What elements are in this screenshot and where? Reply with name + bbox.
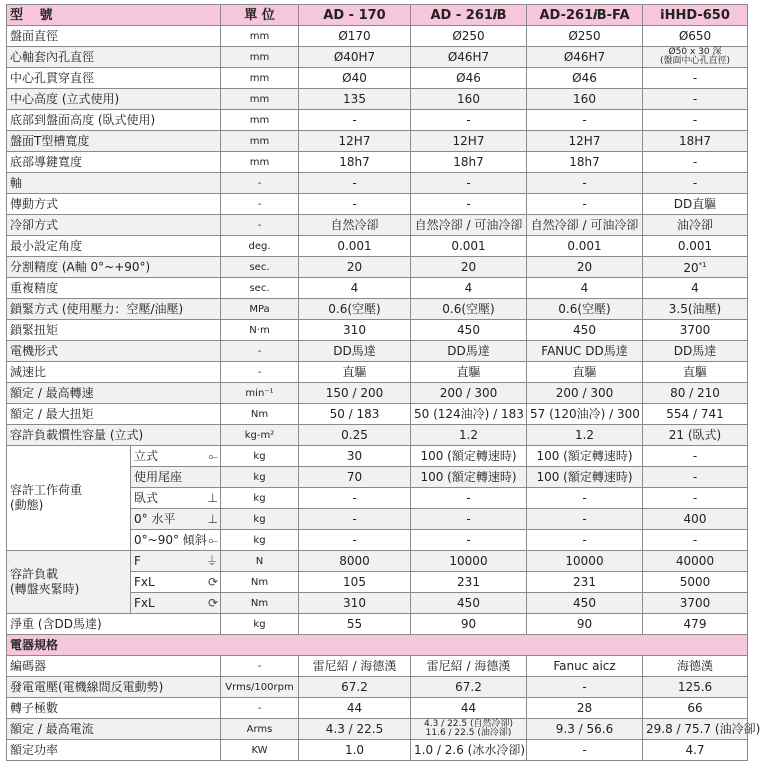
value-cell: 231 — [527, 572, 643, 593]
value-cell: 18h7 — [411, 152, 527, 173]
value-cell: 4 — [299, 278, 411, 299]
spec-name: 電機形式 — [7, 341, 221, 362]
spec-unit: mm — [221, 26, 299, 47]
spec-name: 轉子極數 — [7, 698, 221, 719]
value-cell: 200 / 300 — [527, 383, 643, 404]
spec-row — [7, 215, 748, 236]
value-cell: Ø46 — [411, 68, 527, 89]
value-cell: 4.3 / 22.5 — [299, 719, 411, 740]
load-direction-icon: ⟜ — [208, 532, 218, 547]
spec-row — [7, 236, 748, 257]
value-cell: 200 / 300 — [411, 383, 527, 404]
value-cell: Ø650 — [643, 26, 748, 47]
value-cell: 9.3 / 56.6 — [527, 719, 643, 740]
spec-row — [7, 68, 748, 89]
spec-unit: - — [221, 194, 299, 215]
spec-name: 軸 — [7, 173, 221, 194]
load-direction-icon: ⟳ — [207, 574, 218, 589]
value-cell: 12H7 — [411, 131, 527, 152]
value-cell: 310 — [299, 320, 411, 341]
value-cell: - — [643, 446, 748, 467]
value-cell: - — [527, 194, 643, 215]
value-cell: - — [299, 509, 411, 530]
value-cell: 450 — [411, 320, 527, 341]
value-cell: - — [643, 488, 748, 509]
spec-unit: mm — [221, 131, 299, 152]
value-cell: 50 (124油冷) / 183 — [411, 404, 527, 425]
value-cell: - — [411, 488, 527, 509]
spec-unit: MPa — [221, 299, 299, 320]
value-cell: - — [527, 677, 643, 698]
value-cell: Ø50 x 30 深 (盤面中心孔直徑) — [643, 47, 748, 68]
value-cell: 雷尼紹 / 海德漢 — [411, 656, 527, 677]
value-cell: 直驅 — [411, 362, 527, 383]
value-cell: 0.6(空壓) — [527, 299, 643, 320]
force-group-label: 容許負載 (轉盤夾緊時) — [7, 551, 131, 614]
value-cell: 自然冷卻 / 可油冷卻 — [411, 215, 527, 236]
value-cell: DD馬達 — [643, 341, 748, 362]
spec-row — [7, 299, 748, 320]
spec-name: 底部到盤面高度 (臥式使用) — [7, 110, 221, 131]
spec-unit: kg — [221, 488, 299, 509]
value-cell: 20 — [527, 257, 643, 278]
value-cell: DD馬達 — [411, 341, 527, 362]
value-cell: 105 — [299, 572, 411, 593]
value-cell: 231 — [411, 572, 527, 593]
value-cell: 67.2 — [411, 677, 527, 698]
spec-unit: kg — [221, 446, 299, 467]
model-ad261ib-fa: AD-261𝒊B-FA — [527, 5, 643, 26]
value-cell: - — [643, 173, 748, 194]
value-cell: 4 — [643, 278, 748, 299]
value-cell: 479 — [643, 614, 748, 635]
spec-body — [7, 26, 761, 761]
spec-unit: kg — [221, 509, 299, 530]
value-cell: Ø46H7 — [527, 47, 643, 68]
spec-row — [7, 320, 748, 341]
spec-unit: mm — [221, 110, 299, 131]
value-cell: 66 — [643, 698, 748, 719]
sub-label-text: 0°~90° 傾斜 — [134, 532, 207, 547]
spec-name: 底部導鍵寬度 — [7, 152, 221, 173]
spec-unit: deg. — [221, 236, 299, 257]
spec-unit: kg — [221, 614, 299, 635]
sub-label — [131, 446, 221, 467]
value-cell: - — [299, 110, 411, 131]
value-cell: 1.2 — [527, 425, 643, 446]
value-cell: 12H7 — [299, 131, 411, 152]
spec-name: 額定 / 最高轉速 — [7, 383, 221, 404]
value-cell: - — [643, 467, 748, 488]
spec-name: 冷卻方式 — [7, 215, 221, 236]
sub-label-text: 立式 — [134, 448, 159, 463]
spec-name: 盤面直徑 — [7, 26, 221, 47]
spec-unit: mm — [221, 47, 299, 68]
value-cell: - — [643, 152, 748, 173]
value-cell: 1.0 / 2.6 (冰水冷卻) — [411, 740, 527, 761]
value-cell: 310 — [299, 593, 411, 614]
value-cell: 油冷卻 — [643, 215, 748, 236]
spec-row — [7, 173, 748, 194]
spec-name: 中心孔貫穿直徑 — [7, 68, 221, 89]
value-cell: 150 / 200 — [299, 383, 411, 404]
value-cell: 55 — [299, 614, 411, 635]
value-cell: 20 — [411, 257, 527, 278]
load-direction-icon: ⊥ — [207, 511, 218, 526]
value-cell: 450 — [411, 593, 527, 614]
spec-unit: - — [221, 173, 299, 194]
spec-unit: Vrms/100rpm — [221, 677, 299, 698]
spec-name: 減速比 — [7, 362, 221, 383]
value-cell: - — [411, 530, 527, 551]
spec-name: 心軸套內孔直徑 — [7, 47, 221, 68]
spec-name: 額定 / 最大扭矩 — [7, 404, 221, 425]
spec-row — [7, 194, 748, 215]
value-cell: - — [411, 194, 527, 215]
value-cell: - — [643, 530, 748, 551]
spec-unit: kg-m² — [221, 425, 299, 446]
value-cell: 自然冷卻 / 可油冷卻 — [527, 215, 643, 236]
value-cell: 3700 — [643, 320, 748, 341]
sub-label — [131, 593, 221, 614]
value-cell: - — [527, 530, 643, 551]
sub-label — [131, 467, 221, 488]
value-cell: 44 — [411, 698, 527, 719]
value-cell: 4 — [527, 278, 643, 299]
spec-name: 發電電壓(電機線間反電動勢) — [7, 677, 221, 698]
load-group-label: 容許工作荷重 (動態) — [7, 446, 131, 551]
spec-unit: kg — [221, 467, 299, 488]
spec-unit: - — [221, 341, 299, 362]
value-cell: Ø40 — [299, 68, 411, 89]
sub-label-text: FxL — [134, 595, 155, 610]
spec-unit: - — [221, 698, 299, 719]
value-cell: 10000 — [527, 551, 643, 572]
value-cell: Ø170 — [299, 26, 411, 47]
value-cell: 160 — [527, 89, 643, 110]
spec-unit: sec. — [221, 278, 299, 299]
value-cell: 直驅 — [643, 362, 748, 383]
sub-label — [131, 551, 221, 572]
value-cell: 直驅 — [299, 362, 411, 383]
value-cell: 0.6(空壓) — [411, 299, 527, 320]
value-cell: 57 (120油冷) / 300 — [527, 404, 643, 425]
model-label: 型 號 — [7, 5, 221, 26]
sub-label — [131, 509, 221, 530]
value-cell: 125.6 — [643, 677, 748, 698]
spec-row — [7, 131, 748, 152]
header-row — [7, 5, 748, 26]
value-cell: 0.25 — [299, 425, 411, 446]
section-title: 電器規格 — [7, 635, 748, 656]
value-cell: - — [411, 173, 527, 194]
value-cell: 0.001 — [411, 236, 527, 257]
spec-unit: - — [221, 215, 299, 236]
value-cell: 44 — [299, 698, 411, 719]
value-cell: Ø40H7 — [299, 47, 411, 68]
value-cell: 100 (額定轉速時) — [527, 446, 643, 467]
spec-name: 中心高度 (立式使用) — [7, 89, 221, 110]
value-cell: Ø250 — [527, 26, 643, 47]
value-cell: 5000 — [643, 572, 748, 593]
value-cell: 直驅 — [527, 362, 643, 383]
value-cell: Ø46 — [527, 68, 643, 89]
spec-row — [7, 362, 748, 383]
value-cell: 0.001 — [643, 236, 748, 257]
spec-unit: - — [221, 362, 299, 383]
spec-row — [7, 719, 748, 740]
value-cell: 400 — [643, 509, 748, 530]
value-cell: 0.6(空壓) — [299, 299, 411, 320]
spec-row — [7, 341, 748, 362]
spec-row — [7, 383, 748, 404]
value-cell: 100 (額定轉速時) — [527, 467, 643, 488]
value-cell: 自然冷卻 — [299, 215, 411, 236]
value-cell: 3.5(油壓) — [643, 299, 748, 320]
spec-unit: Nm — [221, 404, 299, 425]
value-cell: 18H7 — [643, 131, 748, 152]
sub-label-text: FxL — [134, 574, 155, 589]
load-direction-icon: ⟳ — [207, 595, 218, 610]
value-cell: 1.2 — [411, 425, 527, 446]
value-cell: 3700 — [643, 593, 748, 614]
value-cell: - — [643, 68, 748, 89]
spec-row — [7, 110, 748, 131]
value-cell: 450 — [527, 593, 643, 614]
value-cell: - — [527, 173, 643, 194]
value-cell: 0.001 — [299, 236, 411, 257]
value-cell: - — [527, 488, 643, 509]
value-cell: - — [299, 488, 411, 509]
spec-name: 盤面T型槽寬度 — [7, 131, 221, 152]
value-cell: 4.3 / 22.5 (自然冷卻) 11.6 / 22.5 (油冷卻) — [411, 719, 527, 740]
spec-name: 編碼器 — [7, 656, 221, 677]
spec-name: 分割精度 (A軸 0°~+90°) — [7, 257, 221, 278]
value-cell: Ø250 — [411, 26, 527, 47]
spec-name: 傳動方式 — [7, 194, 221, 215]
value-cell: 4 — [411, 278, 527, 299]
value-cell: 10000 — [411, 551, 527, 572]
spec-unit: min⁻¹ — [221, 383, 299, 404]
value-cell: 雷尼紹 / 海德漢 — [299, 656, 411, 677]
spec-unit: sec. — [221, 257, 299, 278]
spec-unit: Arms — [221, 719, 299, 740]
force-group-row — [7, 551, 748, 572]
value-cell: - — [527, 509, 643, 530]
value-cell: 1.0 — [299, 740, 411, 761]
value-cell: 4.7 — [643, 740, 748, 761]
sub-label-text: 0° 水平 — [134, 511, 176, 526]
value-cell: 70 — [299, 467, 411, 488]
spec-unit: mm — [221, 68, 299, 89]
sub-label-text: 臥式 — [134, 490, 159, 505]
spec-row — [7, 740, 748, 761]
value-cell: Ø46H7 — [411, 47, 527, 68]
value-cell: - — [411, 110, 527, 131]
load-direction-icon: ⊥ — [207, 490, 218, 505]
model-ad261ib: AD - 261𝒊B — [411, 5, 527, 26]
value-cell: 67.2 — [299, 677, 411, 698]
value-cell: 12H7 — [527, 131, 643, 152]
spec-row — [7, 89, 748, 110]
electrical-section-header — [7, 635, 748, 656]
value-cell: Fanuc aicz — [527, 656, 643, 677]
sub-label — [131, 572, 221, 593]
value-cell: - — [299, 173, 411, 194]
spec-unit: KW — [221, 740, 299, 761]
value-cell: - — [299, 194, 411, 215]
value-cell: - — [643, 110, 748, 131]
spec-row — [7, 656, 748, 677]
value-cell: - — [643, 89, 748, 110]
spec-name: 最小設定角度 — [7, 236, 221, 257]
spec-row — [7, 26, 748, 47]
sub-label — [131, 530, 221, 551]
spec-row — [7, 257, 748, 278]
sub-label — [131, 488, 221, 509]
spec-unit: Nm — [221, 572, 299, 593]
model-ihhd650: iHHD-650 — [643, 5, 748, 26]
load-group-row — [7, 446, 748, 467]
spec-name: 鎖緊扭矩 — [7, 320, 221, 341]
value-cell: 28 — [527, 698, 643, 719]
value-cell: 90 — [411, 614, 527, 635]
load-direction-icon: ⟜ — [208, 448, 218, 463]
spec-row — [7, 47, 748, 68]
value-cell: 20$^{*1}$ — [643, 257, 748, 278]
spec-table — [6, 4, 761, 761]
value-cell: 29.8 / 75.7 (油冷卻) — [643, 719, 748, 740]
value-cell: 21 (臥式) — [643, 425, 748, 446]
value-cell: - — [411, 509, 527, 530]
value-cell: 100 (額定轉速時) — [411, 446, 527, 467]
spec-unit: N·m — [221, 320, 299, 341]
spec-row — [7, 404, 748, 425]
spec-row — [7, 677, 748, 698]
value-cell: 160 — [411, 89, 527, 110]
value-cell: 0.001 — [527, 236, 643, 257]
value-cell: 100 (額定轉速時) — [411, 467, 527, 488]
value-cell: - — [527, 740, 643, 761]
unit-label: 單 位 — [221, 5, 299, 26]
spec-unit: mm — [221, 152, 299, 173]
sub-label-text: F — [134, 553, 141, 568]
sub-label-text: 使用尾座 — [134, 469, 183, 484]
value-cell: FANUC DD馬達 — [527, 341, 643, 362]
spec-row — [7, 698, 748, 719]
value-cell: 135 — [299, 89, 411, 110]
spec-row — [7, 152, 748, 173]
spec-unit: kg — [221, 530, 299, 551]
spec-name: 鎖緊方式 (使用壓力：空壓/油壓) — [7, 299, 221, 320]
model-ad170: AD - 170 — [299, 5, 411, 26]
spec-unit: N — [221, 551, 299, 572]
value-cell: 8000 — [299, 551, 411, 572]
spec-name: 重複精度 — [7, 278, 221, 299]
value-cell: 554 / 741 — [643, 404, 748, 425]
spec-name: 額定功率 — [7, 740, 221, 761]
spec-unit: mm — [221, 89, 299, 110]
value-cell: 18h7 — [527, 152, 643, 173]
spec-unit: Nm — [221, 593, 299, 614]
value-cell: 90 — [527, 614, 643, 635]
footnote-marker: *1 — [698, 261, 707, 269]
spec-unit: - — [221, 656, 299, 677]
value-cell: 30 — [299, 446, 411, 467]
spec-row — [7, 614, 748, 635]
value-cell: DD馬達 — [299, 341, 411, 362]
value-cell: 50 / 183 — [299, 404, 411, 425]
load-direction-icon: ⏚ — [205, 553, 218, 568]
value-cell: 18h7 — [299, 152, 411, 173]
spec-name: 淨重 (含DD馬達) — [7, 614, 221, 635]
spec-row — [7, 278, 748, 299]
spec-name: 額定 / 最高電流 — [7, 719, 221, 740]
value-cell: - — [527, 110, 643, 131]
value-cell: 450 — [527, 320, 643, 341]
value-cell: 20 — [299, 257, 411, 278]
value-cell: 海德漢 — [643, 656, 748, 677]
value-cell: - — [299, 530, 411, 551]
value-cell: DD直驅 — [643, 194, 748, 215]
spec-name: 容許負載慣性容量 (立式) — [7, 425, 221, 446]
value-cell: 80 / 210 — [643, 383, 748, 404]
value-cell: 40000 — [643, 551, 748, 572]
spec-row — [7, 425, 748, 446]
